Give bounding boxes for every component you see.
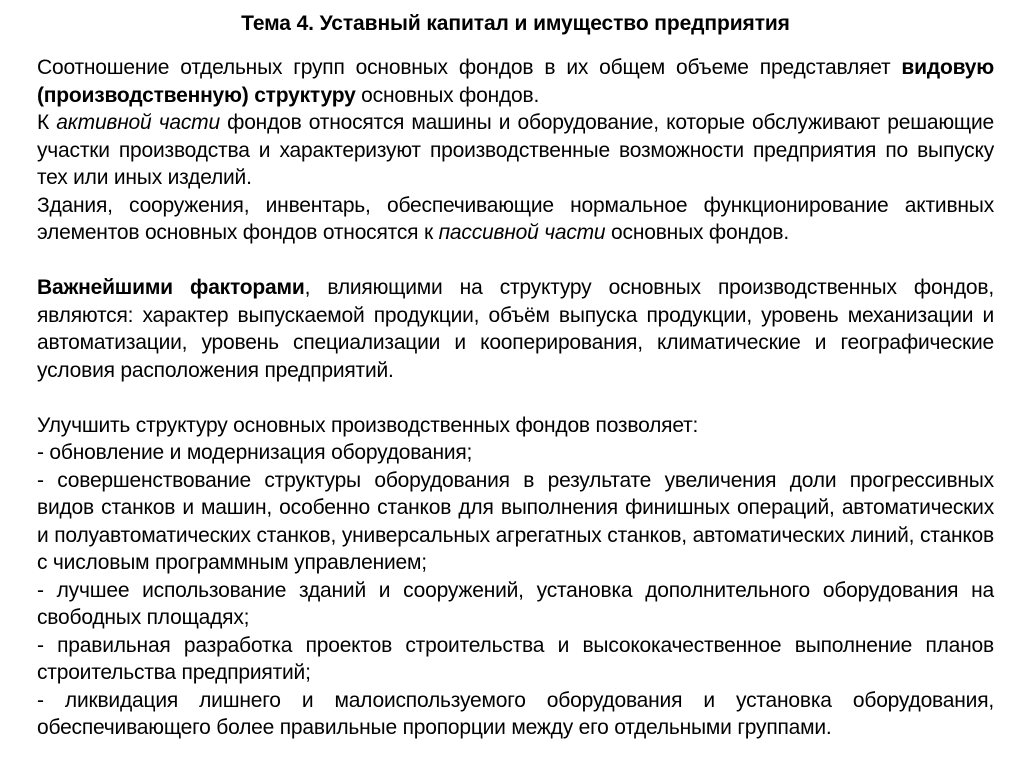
term-active-part: активной части: [56, 111, 220, 134]
paragraph-structure: [37, 54, 994, 109]
paragraph-spacer: [37, 384, 994, 412]
paragraph-text: Здания, сооружения, инвентарь, обеспечивающие нормальное функционирование активных элементов основных фондов относятся к: [37, 193, 994, 244]
improve-list-item: - обновление и модернизация оборудования;: [37, 441, 473, 464]
paragraph-factors: [37, 274, 994, 384]
improve-list-item: - правильная разработка проектов строительства и высококачественное выполнение планов строительства предприятий;: [37, 633, 994, 684]
slide-title: Тема 4. Уставный капитал и имущество предприятия: [241, 12, 790, 35]
slide: [37, 0, 994, 742]
improve-intro: Улучшить структуру основных производственных фондов позволяет:: [37, 413, 699, 437]
term-passive-part: пассивной части: [438, 221, 606, 244]
improve-list-item: - совершенствование структуры оборудования в результате увеличения доли прогрессивных видов станков и машин, особенно станков для выполнения финишных операций, автоматических и полуавтоматических станков, универсальных агрегатных станков, автоматических линий, станков с числовым программным управлением;: [37, 468, 994, 574]
paragraph-text: К: [37, 111, 57, 134]
paragraph-passive-part: [37, 192, 994, 247]
paragraph-text: Соотношение отдельных групп основных фондов в их общем объеме представляет: [37, 56, 902, 79]
paragraph-text: основных фондов.: [605, 221, 789, 244]
paragraph-spacer: [37, 247, 994, 275]
term-species-structure: видовую (производственную) структуру: [37, 56, 994, 107]
paragraph-text: основных фондов.: [355, 83, 540, 107]
term-key-factors: Важнейшими факторами: [37, 276, 305, 299]
improve-list-item: - лучшее использование зданий и сооружений, установка дополнительного оборудования на свободных площадях;: [37, 578, 994, 629]
paragraph-text: фондов относятся машины и оборудование, которые обслуживают решающие участки производства и характеризуют производственные возможности предприятия по выпуску тех или иных изделий.: [37, 111, 995, 189]
paragraph-active-part: [37, 109, 994, 192]
improve-list-item: - ликвидация лишнего и малоиспользуемого оборудования и установка оборудования, обеспечивающего более правильные пропорции между его отдельными группами.: [37, 688, 994, 739]
paragraph-text: , влияющими на структуру основных производственных фондов, являются: характер выпускаемой продукции, объём выпуска продукции, уровень механизации и автоматизации, уровень специализации и кооперирования, климатические и географические условия расположения предприятий.: [37, 276, 994, 382]
slide-body: [37, 54, 994, 742]
